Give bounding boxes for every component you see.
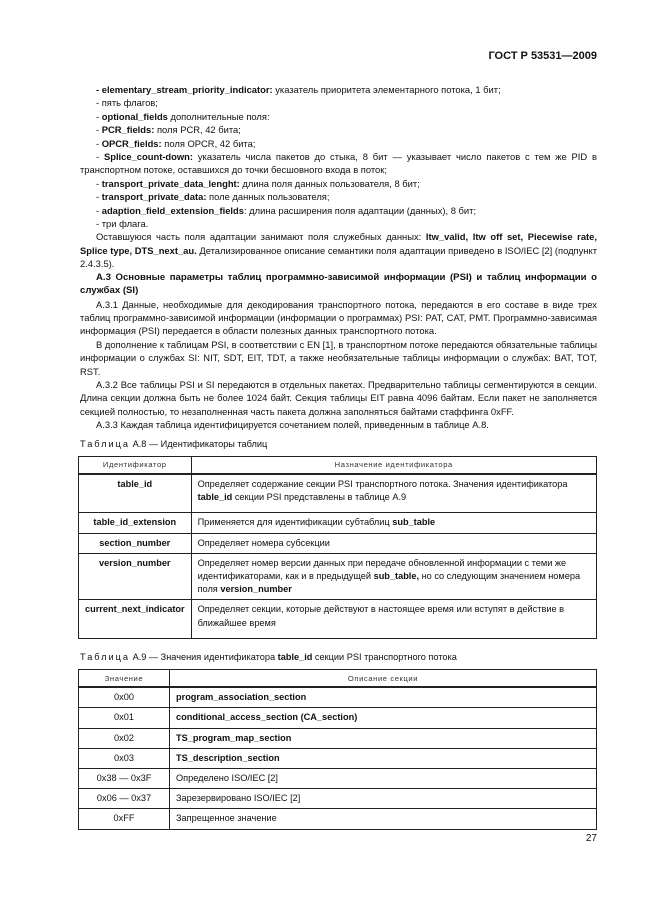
text-run: transport_private_data_lenght:: [101, 177, 240, 189]
text-run: OPCR_fields:: [101, 137, 162, 149]
description-cell: [191, 513, 596, 533]
text-run: поле данных пользователя;: [206, 191, 330, 203]
list-item: [80, 204, 597, 217]
text-run: А.3 Основные параметры таблиц программно-зависимой информации (PSI) и таблиц информации о службах (SI): [80, 271, 597, 297]
table-a8: [78, 456, 597, 639]
value-cell: 0x06 — 0x37: [79, 789, 170, 809]
table-row: [79, 513, 597, 533]
text-run: - три флага.: [96, 218, 149, 230]
text-run: А.3.3 Каждая таблица идентифицируется сочетанием полей, приведенным в таблице А.8.: [96, 419, 489, 431]
text-run: Определяет секции, которые действуют в настоящее время или вступят в действие в ближайшее время: [197, 604, 564, 628]
caption-text: секции PSI транспортного потока: [312, 651, 457, 662]
table-row: [79, 687, 597, 708]
table-row: [79, 533, 597, 553]
description-cell: [191, 474, 596, 513]
caption-bold: table_id: [277, 651, 313, 662]
description-cell: [191, 533, 596, 553]
text-run: длина поля данных пользователя, 8 бит;: [239, 177, 420, 189]
table-a9-caption: [80, 651, 597, 664]
text-run: -: [96, 204, 102, 216]
text-run: sub_table,: [373, 570, 420, 581]
description-cell: Зарезервировано ISO/IEC [2]: [170, 789, 597, 809]
column-header: Идентификатор: [79, 456, 192, 474]
text-run: table_id: [197, 492, 233, 503]
text-run: optional_fields: [101, 110, 168, 122]
text-run: adaption_field_extension_fields: [101, 204, 244, 216]
caption-word: Таблица: [80, 438, 131, 449]
column-header: Описание секции: [170, 670, 597, 688]
text-run: sub_table: [392, 517, 436, 528]
list-item: [80, 137, 597, 150]
table-row: [79, 728, 597, 748]
text-run: дополнительные поля:: [167, 110, 270, 122]
table-a8-caption: [80, 438, 597, 451]
text-run: -: [96, 124, 102, 136]
identifier-cell: section_number: [79, 533, 192, 553]
caption-word: Таблица: [80, 651, 131, 662]
paragraph: [80, 298, 597, 338]
text-run: Определяет номера субсекции: [197, 537, 330, 548]
text-run: А.3.2 Все таблицы PSI и SI передаются в отдельных пакетах. Предварительно таблицы сегментируются в секции. Длина секции должна быть не более 1024 байт. Секция таблицы EIT равна 4096 байтам. Если пакет не заполняется секцией полностью, то незаполненная часть пакета должна заполняться байтами стаффинга 0xFF.: [80, 378, 597, 417]
text-run: поля PCR, 42 бита;: [154, 124, 241, 136]
list-item: [80, 123, 597, 136]
identifier-cell: version_number: [79, 553, 192, 600]
value-cell: 0x01: [79, 708, 170, 728]
section-heading: [80, 271, 597, 298]
table-row: [79, 789, 597, 809]
text-run: Определяет содержание секции PSI транспортного потока. Значения идентификатора: [197, 478, 568, 489]
page-number: 27: [585, 833, 597, 844]
table-row: [79, 474, 597, 513]
description-cell: [191, 553, 596, 600]
list-item: [80, 217, 597, 230]
table-row: [79, 769, 597, 789]
text-run: Определяет номер версии данных при передаче обновленной информации с теми же идентификаторами, как и в предыдущей: [197, 557, 567, 581]
table-row: [79, 553, 597, 600]
text-run: elementary_stream_priority_indicator:: [101, 84, 273, 95]
text-run: В дополнение к таблицам PSI, в соответствии с EN [1], в транспортном потоке передаются обязательные таблицы информации о службах SI: NIT, SDT, EIT, TDT, а также необязательные таблицы информации о службах: BAT, TOT, RST.: [80, 338, 597, 377]
text-run: указатель числа пакетов до стыка, 8 бит — указывает число пакетов с тем же PID в транспортном потоке, оставшихся до точки бесшовного входа в поток;: [80, 151, 597, 176]
paragraph: [80, 150, 597, 177]
table-row: [79, 708, 597, 728]
text-run: но со следующим значением номера поля: [197, 570, 581, 595]
document-body: [80, 83, 597, 830]
document-code: ГОСТ Р 53531—2009: [488, 50, 597, 62]
text-run: PCR_fields:: [101, 124, 155, 136]
list-item: [80, 83, 597, 96]
text-run: transport_private_data:: [101, 191, 207, 203]
text-run: -: [96, 110, 102, 122]
table-row: [79, 600, 597, 638]
value-cell: 0x02: [79, 728, 170, 748]
column-header: Значение: [79, 670, 170, 688]
table-row: [79, 809, 597, 829]
description-cell: TS_program_map_section: [170, 728, 597, 748]
text-run: -: [96, 137, 102, 149]
text-run: : длина расширения поля адаптации (данных), 8 бит;: [243, 204, 477, 216]
value-cell: 0x03: [79, 748, 170, 768]
list-item: [80, 177, 597, 190]
description-cell: Запрещенное значение: [170, 809, 597, 829]
paragraph: [80, 338, 597, 378]
value-cell: 0x38 — 0x3F: [79, 769, 170, 789]
caption-text: А.9 — Значения идентификатора: [130, 651, 278, 662]
text-run: указатель приоритета элементарного потока, 1 бит;: [272, 84, 501, 95]
paragraphs: [80, 83, 597, 432]
description-cell: TS_description_section: [170, 748, 597, 768]
column-header: Назначение идентификатора: [191, 456, 596, 474]
identifier-cell: current_next_indicator: [79, 600, 192, 638]
text-run: version_number: [220, 584, 292, 595]
value-cell: 0x00: [79, 687, 170, 708]
description-cell: program_association_section: [170, 687, 597, 708]
paragraph: [80, 418, 597, 431]
text-run: Детализированное описание семантики поля адаптации приведено в ISO/IEC [2] (подпункт 2.4.3.5).: [80, 244, 597, 270]
caption-text: А.8 — Идентификаторы таблиц: [130, 438, 268, 449]
list-item: [80, 110, 597, 123]
text-run: секции PSI представлены в таблице А.9: [232, 492, 407, 503]
text-run: -: [96, 191, 102, 203]
text-run: - пять флагов;: [96, 97, 158, 109]
text-run: Splice_count-down:: [103, 151, 194, 163]
value-cell: 0xFF: [79, 809, 170, 829]
table-row: [79, 748, 597, 768]
text-run: -: [96, 177, 102, 189]
identifier-cell: table_id: [79, 474, 192, 513]
text-run: Оставшуюся часть поля адаптации занимают поля служебных данных:: [96, 231, 426, 243]
identifier-cell: table_id_extension: [79, 513, 192, 533]
text-run: -: [96, 151, 104, 163]
description-cell: conditional_access_section (CA_section): [170, 708, 597, 728]
list-item: [80, 96, 597, 109]
paragraph: [80, 230, 597, 270]
text-run: Применяется для идентификации субтаблиц: [197, 517, 393, 528]
text-run: ltw_valid, ltw off set, Piecewise rate, Splice type, DTS_next_au.: [80, 231, 597, 256]
table-a9: [78, 669, 597, 829]
text-run: поля OPCR, 42 бита;: [161, 137, 256, 149]
list-item: [80, 190, 597, 203]
description-cell: [191, 600, 596, 638]
text-run: -: [96, 84, 102, 95]
description-cell: Определено ISO/IEC [2]: [170, 769, 597, 789]
text-run: А.3.1 Данные, необходимые для декодирования транспортного потока, передаются в его составе в виде трех таблиц программно-зависимой информации (информации о программах) PSI: PAT, CAT, PMT. Программно-зависимая информация (PSI) передается в области полезных данных транспортного потока.: [80, 298, 597, 337]
paragraph: [80, 378, 597, 418]
